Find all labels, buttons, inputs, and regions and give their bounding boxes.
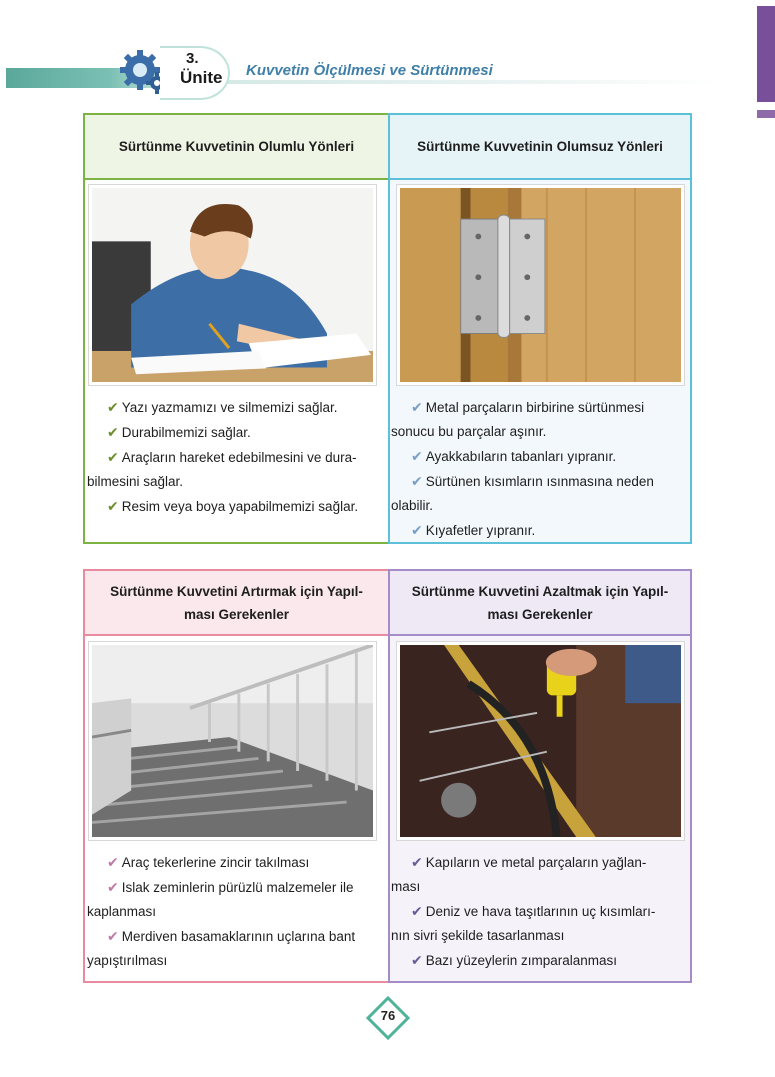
unit-number: 3. <box>186 50 199 67</box>
stairs-photo <box>89 642 376 840</box>
bike-chain-oiling-photo <box>397 642 684 840</box>
check-icon: ✔ <box>107 879 119 895</box>
list-item: ✔ Durabilmemizi sağlar. <box>107 424 251 440</box>
list-item: ✔ Deniz ve hava taşıtlarının uç kısımları- <box>411 903 656 919</box>
list-item: ✔ Sürtünen kısımların ısınmasına neden <box>411 473 654 489</box>
list-item: ✔ Islak zeminlerin pürüzlü malzemeler ile <box>107 879 354 895</box>
check-icon: ✔ <box>411 473 423 489</box>
table1-left-list <box>87 395 386 519</box>
boy-writing-photo <box>89 185 376 385</box>
check-icon: ✔ <box>107 928 119 944</box>
check-icon: ✔ <box>411 854 423 870</box>
table1-right-list <box>391 395 688 543</box>
header-underline <box>150 80 720 84</box>
table2-right-header <box>390 571 690 634</box>
check-icon: ✔ <box>107 449 119 465</box>
door-hinge-photo <box>397 185 684 385</box>
list-item-continuation: sonucu bu parçalar aşınır. <box>391 424 547 439</box>
page-title: Kuvvetin Ölçülmesi ve Sürtünmesi <box>246 62 493 79</box>
header-line: Sürtünme Kuvvetini Artırmak için Yapıl- <box>110 583 363 599</box>
list-item: ✔ Resim veya boya yapabilmemizi sağlar. <box>107 498 359 514</box>
header-line: Sürtünme Kuvvetini Azaltmak için Yapıl- <box>411 583 669 599</box>
check-icon: ✔ <box>107 424 119 440</box>
check-icon: ✔ <box>411 522 423 538</box>
table2-right-list <box>391 850 688 973</box>
list-item-continuation: ması <box>391 879 421 894</box>
check-icon: ✔ <box>411 399 423 415</box>
table1-left-header: Sürtünme Kuvvetinin Olumlu Yönleri <box>118 139 355 154</box>
table1-right-header: Sürtünme Kuvvetinin Olumsuz Yönleri <box>417 139 663 154</box>
check-icon: ✔ <box>107 399 119 415</box>
header-line: ması Gerekenler <box>183 606 290 622</box>
table2-left-list <box>87 850 386 973</box>
check-icon: ✔ <box>411 903 423 919</box>
list-item: ✔ Kıyafetler yıpranır. <box>411 522 536 538</box>
list-item: ✔ Kapıların ve metal parçaların yağlan- <box>411 854 647 870</box>
list-item: ✔ Araçların hareket edebilmesini ve dura- <box>107 449 357 465</box>
table2-left-header <box>85 571 388 634</box>
list-item-continuation: yapıştırılması <box>87 953 168 968</box>
table1-left-header-rule <box>85 178 388 180</box>
list-item: ✔ Yazı yazmamızı ve silmemizi sağlar. <box>107 399 338 415</box>
header-line: ması Gerekenler <box>487 606 593 622</box>
list-item: ✔ Merdiven basamaklarının uçlarına bant <box>107 928 356 944</box>
list-item: ✔ Bazı yüzeylerin zımparalanması <box>411 952 618 968</box>
list-item-continuation: olabilir. <box>391 498 434 513</box>
table2-left-header-rule <box>85 634 388 636</box>
chapter-tab-accent <box>757 110 775 118</box>
list-item-continuation: nın sivri şekilde tasarlanması <box>391 928 565 943</box>
list-item: ✔ Metal parçaların birbirine sürtünmesi <box>411 399 645 415</box>
chapter-tab <box>757 6 775 102</box>
check-icon: ✔ <box>107 498 119 514</box>
check-icon: ✔ <box>107 854 119 870</box>
check-icon: ✔ <box>411 448 423 464</box>
list-item-continuation: bilmesini sağlar. <box>87 474 184 489</box>
page-number: 76 <box>380 1008 396 1023</box>
unit-word: Ünite <box>180 68 223 87</box>
check-icon: ✔ <box>411 952 423 968</box>
list-item: ✔ Araç tekerlerine zincir takılması <box>107 854 310 870</box>
list-item: ✔ Ayakkabıların tabanları yıpranır. <box>411 448 617 464</box>
list-item-continuation: kaplanması <box>87 904 157 919</box>
